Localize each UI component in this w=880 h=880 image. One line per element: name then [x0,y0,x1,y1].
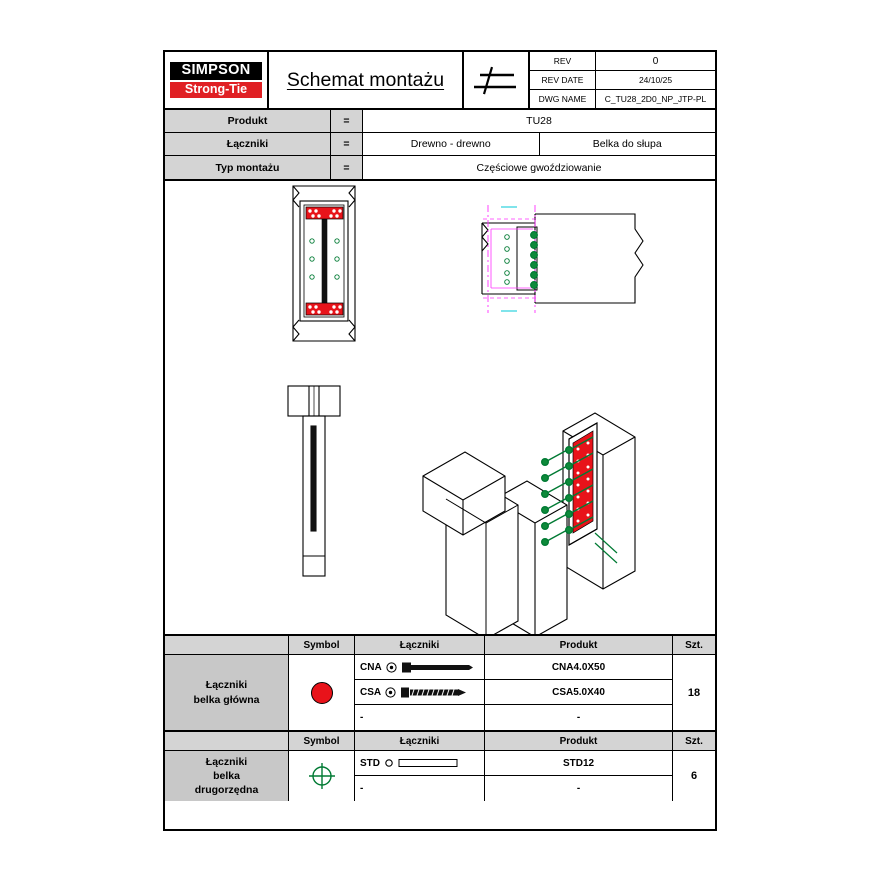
row-label-main-beam: Łączniki belka główna [165,655,289,730]
fastener-code-cell [355,705,485,730]
page-title [269,52,464,108]
header-produkt-1: Produkt [485,636,673,654]
fastener-code-cell [355,655,485,679]
fastener-code: CSA [360,686,382,698]
revision-block [530,52,715,108]
product-name: - [576,783,581,794]
header-laczniki-2: Łączniki [355,732,485,750]
table-body-1 [165,655,715,730]
simpson-strong-tie-logo [165,52,269,108]
spec-row-typ-montazu [165,156,715,179]
projection-symbol [464,52,530,108]
fastener-code: - [360,783,364,794]
fastener-code: CNA [360,661,382,673]
table-row [355,680,672,705]
fastener-code: STD [360,757,380,769]
drawing-sheet [163,50,717,831]
pin-icon [398,757,460,769]
isometric-3d-view [423,413,635,634]
row-label-secondary-beam: Łączniki belka drugorzędna [165,751,289,801]
header-szt-1: Szt. [685,639,703,651]
spec-value-laczniki-2: Belka do słupa [592,138,662,150]
symbol-cell-secondary-beam [289,751,355,801]
dwg-name-label: DWG NAME [530,90,596,108]
spec-label-typ-montazu: Typ montażu [165,156,331,179]
main-beam-fasteners-table [165,636,715,732]
header-produkt-2: Produkt [485,732,673,750]
logo-strongtie-text: Strong-Tie [170,82,262,98]
quantity-main-beam: 18 [687,686,701,699]
target-circle-icon [385,687,396,698]
plan-section-view [482,205,643,313]
header-laczniki-1: Łączniki [355,636,485,654]
product-name: CSA5.0X40 [552,686,605,698]
target-circle-icon [386,662,397,673]
table-row [355,751,672,776]
header-blank-2 [165,732,289,750]
dwg-name-value: C_TU28_2D0_NP_JTP-PL [604,94,707,104]
rev-date-value: 24/10/25 [638,75,673,85]
table-row [355,776,672,801]
revision-date-row [530,71,715,90]
drawing-canvas [165,181,715,634]
header-symbol-2: Symbol [289,732,355,750]
fastener-code-cell [355,776,485,801]
spec-eq-typ-montazu: = [331,156,363,179]
header-symbol-1: Symbol [289,636,355,654]
screw-icon [400,686,472,699]
assembly-drawing [165,181,715,636]
rev-date-label: REV DATE [530,71,596,89]
spec-label-laczniki: Łączniki [165,133,331,155]
fastener-code-cell [355,751,485,775]
green-crosshair-circle-icon [307,761,337,791]
spec-eq-produkt: = [331,110,363,132]
product-name: - [576,712,581,723]
rev-label: REV [530,52,596,70]
spec-value-typ-montazu: Częściowe gwoździowanie [476,161,602,174]
table-header-row [165,732,715,751]
dwg-name-row [530,90,715,108]
not-parallel-icon [470,63,522,97]
symbol-cell-main-beam [289,655,355,730]
product-name: CNA4.0X50 [551,661,606,673]
revision-row [530,52,715,71]
secondary-beam-fasteners-table [165,732,715,801]
table-header-row [165,636,715,655]
spec-value-laczniki: Drewno - drewno [363,133,540,155]
product-name: STD12 [562,757,595,769]
table-row [355,705,672,730]
rev-value: 0 [652,55,659,67]
fastener-code-cell [355,680,485,704]
fastener-code: - [360,712,364,723]
red-filled-circle-icon [311,682,333,704]
spec-value-produkt: TU28 [526,115,552,127]
logo-simpson-text: SIMPSON [170,62,262,80]
spec-label-produkt: Produkt [165,110,331,132]
table-body-2 [165,751,715,801]
fastener-rows-secondary-beam [355,751,673,801]
front-elevation-view [293,186,355,341]
nail-icon [401,661,473,674]
column-elevation-view [288,386,340,576]
header-blank-1 [165,636,289,654]
header-szt-2: Szt. [685,735,703,747]
spec-row-laczniki [165,133,715,156]
page-title-text: Schemat montażu [286,68,445,91]
spec-row-produkt [165,110,715,133]
specification-block [165,110,715,181]
sheet-header [165,52,715,110]
fastener-rows-main-beam [355,655,673,730]
spec-eq-laczniki: = [331,133,363,155]
small-circle-icon [384,758,394,768]
quantity-secondary-beam: 6 [690,770,698,782]
table-row [355,655,672,680]
